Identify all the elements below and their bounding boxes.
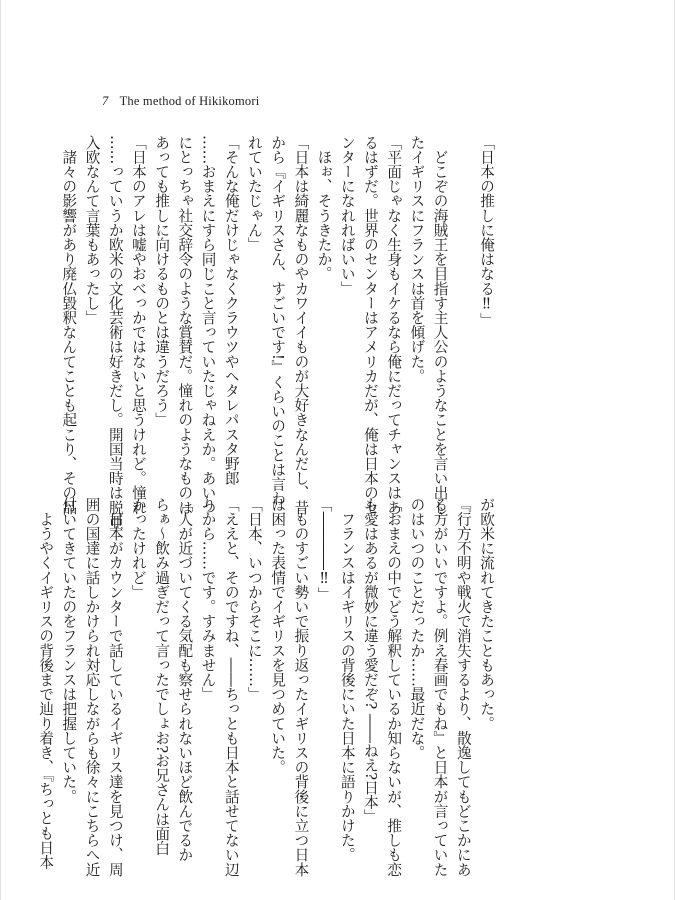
text-column-lower (37, 497, 498, 877)
text-column-upper (60, 135, 498, 530)
text-line: 「人が近づいてくる気配も察せられないほど飲んでるか (176, 497, 194, 862)
text-line: 日本がカウンターで話しているイギリス達を見つけ、周 (106, 497, 124, 877)
text-line: 「平面じゃなく生身もイケるなら俺にだってチャンスはあ (385, 135, 403, 515)
text-line: 「日本、いつからそこに……」 (245, 497, 263, 702)
text-line: フランスはイギリスの背後にいた日本に語りかけた。 (338, 497, 356, 862)
text-line: るはずだ。世界のセンターはアメリカだが、俺は日本のセ (361, 135, 379, 515)
page-number: 7 (102, 94, 109, 108)
text-line: ンターになれればいい」 (338, 135, 356, 296)
text-line: も愛はあるが微妙に違う愛だぞ? ――ねえ?日本」 (361, 497, 379, 824)
text-line: あっても推しに向けるものとは違うだろう」 (153, 135, 171, 427)
text-line: ……っていうか欧米の文化芸術は好きだし。開国当時は脱亜 (106, 135, 124, 530)
text-line: 「おまえの中でどう解釈しているか知らないが、推しも恋 (385, 497, 403, 877)
text-line: が欧米に流れてきたこともあった。 (478, 497, 495, 731)
text-line: 『行方不明や戦火で消失するより、散逸してもどこかにあ (454, 497, 472, 877)
text-line: かったけれど」 (129, 497, 147, 600)
text-line: ようやくイギリスの背後まで辿り着き、『ちっとも日本 (37, 497, 55, 870)
text-line: る方がいいですよ。例え春画でもね』と日本が言っていた (431, 497, 449, 877)
text-line: 付いてきていたのをフランスは把握していた。 (60, 497, 78, 804)
text-line: 囲の国達に話しかけられ対応しながらも徐々にこちらへ近 (83, 497, 101, 877)
text-line: らぁ～飲み過ぎだって言ったでしょお?お兄さんは面白 (153, 497, 171, 856)
text-line: にとっちゃ社交辞令のような賞賛だ。憧れのようなものは (176, 135, 194, 515)
text-line: 「日本のアレは嘘やおべっかではないと思うけれど。憧れ (129, 135, 147, 515)
text-line: 「――――‼」 (315, 497, 333, 602)
text-line: たイギリスにフランスは首を傾げた。 (408, 135, 426, 384)
text-line: ものすごい勢いで振り返ったイギリスの背後に立つ日本 (292, 497, 310, 877)
text-line: は困った表情でイギリスを見つめていた。 (269, 497, 287, 775)
text-line: ……おまえにすら同じこと言っていたじゃねえか。あいつ (199, 135, 217, 515)
text-line: から『イギリスさん、すごいです!』くらいのことは言わ (269, 135, 287, 506)
text-line: 「ええと、そのですね、――ちっとも日本と話せてない辺 (222, 497, 240, 877)
text-line: りから……です。すみません」 (199, 497, 217, 702)
text-line: のはいつのことだったか……最近だな。 (408, 497, 426, 760)
text-line: どこぞの海賊王を目指す主人公のようなことを言い出し (431, 135, 449, 515)
book-title: The method of Hikikomori (119, 94, 260, 108)
text-line: 「そんな俺だけじゃなくクラウツやヘタレパスタ野郎 (222, 135, 240, 486)
text-line: 諸々の影響があり廃仏毀釈なんてことも起こり、その品 (60, 135, 78, 515)
text-line (452, 135, 475, 470)
running-header (102, 94, 259, 109)
text-line: ほぉ、そうきたか。 (315, 135, 333, 281)
text-line: 入欧なんて言葉もあったし」 (83, 135, 101, 325)
text-line: 「日本は綺麗なものやカワイイものが大好きなんだし、昔 (292, 135, 310, 515)
text-line: れていたじゃん」 (245, 135, 263, 252)
text-line: 「日本の推しに俺はなる‼」 (478, 135, 495, 328)
